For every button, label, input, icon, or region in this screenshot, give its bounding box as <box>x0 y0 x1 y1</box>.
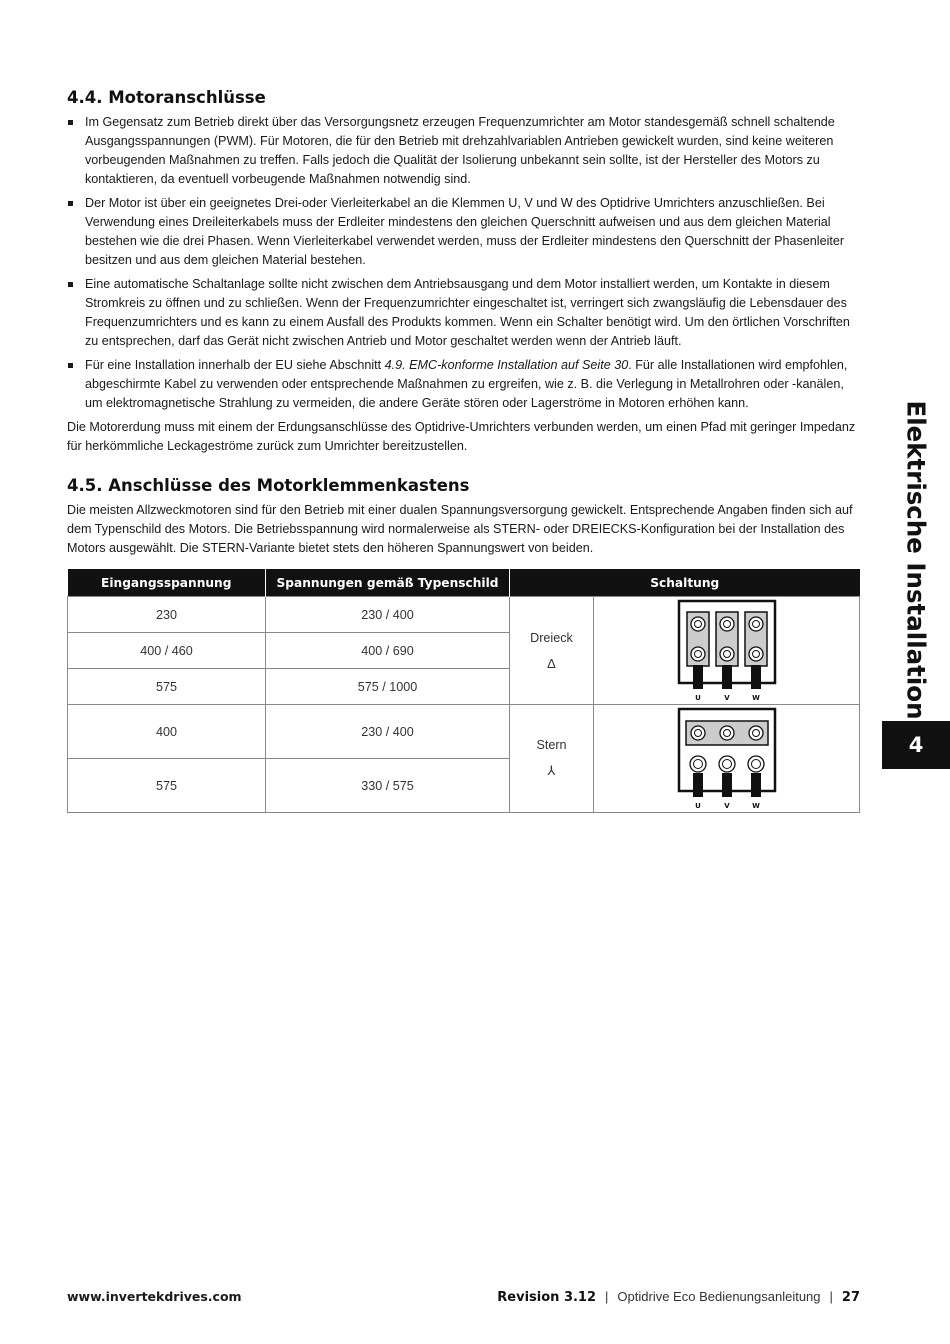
page-footer <box>67 1289 860 1305</box>
terminal-label-v: V <box>723 693 730 702</box>
star-diagram-cell <box>594 705 860 813</box>
terminal-box-intro: Die meisten Allzweckmotoren sind für den Betrieb mit einer dualen Spannungsversorgung gewickelt. Entsprechende Angaben finden sich auf dem Typenschild des Motors. Die Betriebsspannung wird normalerweise als STERN- oder DREIECKS-Konfiguration bei der Installation des Motors ausgewählt. Die STERN-Variante bietet stets den höheren Spannungswert von beiden. <box>67 503 853 555</box>
chapter-side-tab <box>882 400 950 720</box>
section-heading-terminal-box: 4.5. Anschlüsse des Motorklemmenkastens <box>67 476 470 495</box>
bullet-text: Für eine Installation innerhalb der EU siehe Abschnitt <box>85 358 385 372</box>
connection-table <box>67 569 860 813</box>
page-content <box>67 88 860 813</box>
manual-title: Optidrive Eco Bedienungsanleitung <box>617 1289 821 1304</box>
chapter-number-box: 4 <box>882 721 950 769</box>
header-nameplate-voltage: Spannungen gemäß Typenschild <box>266 569 510 597</box>
revision-label: Revision 3.12 <box>497 1290 597 1305</box>
page-number: 27 <box>841 1290 860 1305</box>
nameplate-voltage-cell: 330 / 575 <box>266 759 510 813</box>
grounding-paragraph: Die Motorerdung muss mit einem der Erdungsanschlüsse des Optidrive-Umrichters verbunden werden, um einen Pfad mit geringer Impedanz für herkömmliche Leckageströme zurück zum Umrichter bereitzustellen. <box>67 420 856 453</box>
delta-diagram-cell <box>594 597 860 705</box>
header-circuit: Schaltung <box>510 569 860 597</box>
chapter-title-vertical: Elektrische Installation <box>901 400 931 720</box>
star-symbol: ⅄ <box>547 763 556 778</box>
nameplate-voltage-cell: 230 / 400 <box>266 597 510 633</box>
section-heading-motor-connections: 4.4. Motoranschlüsse <box>67 88 266 107</box>
terminal-label-w: W <box>751 801 760 810</box>
website-link[interactable]: www.invertekdrives.com <box>67 1289 242 1304</box>
input-voltage-cell: 400 <box>68 705 266 759</box>
star-label: Stern <box>536 738 567 752</box>
input-voltage-cell: 400 / 460 <box>68 633 266 669</box>
input-voltage-cell: 575 <box>68 759 266 813</box>
delta-symbol: ∆ <box>547 655 556 671</box>
footer-info <box>497 1289 860 1305</box>
input-voltage-cell: 230 <box>68 597 266 633</box>
bullet-item: Im Gegensatz zum Betrieb direkt über das Versorgungsnetz erzeugen Frequenzumrichter am Motor standesgemäß schnell schaltende Ausgangsspannungen (PWM). Für Motoren, die für den Betrieb mit drehzahlvariablen Antrieben gewickelt wurden, sind keine weiteren vorbeugenden Maßnahmen zu treffen. Falls jedoch die Qualität der Isolierung unbekannt sein sollte, ist der Hersteller des Motors zu kontaktieren, da eventuell vorbeugende Maßnahmen notwendig sind. <box>67 113 860 189</box>
delta-label: Dreieck <box>530 630 573 645</box>
terminal-label-u: U <box>694 693 701 702</box>
footer-separator: | <box>605 1289 609 1304</box>
terminal-label-w: W <box>751 693 760 702</box>
delta-label-cell <box>510 597 594 705</box>
nameplate-voltage-cell: 230 / 400 <box>266 705 510 759</box>
nameplate-voltage-cell: 575 / 1000 <box>266 669 510 705</box>
star-label-cell <box>510 705 594 813</box>
motor-connection-bullets <box>67 113 860 413</box>
bullet-item: Eine automatische Schaltanlage sollte nicht zwischen dem Antriebsausgang und dem Motor installiert werden, um Kontakte in diesem Stromkreis zu öffnen und zu schließen. Wenn der Frequenzumrichter eingeschaltet ist, verringert sich zwangsläufig die Lebensdauer des Frequenzumrichters und es kann zu einem Ausfall des Produkts kommen. Wenn ein Schalter benötigt wird. Um den örtlichen Vorschriften zu entsprechen, darf das Gerät nicht zwischen Antrieb und Motor geschaltet werden wenn der Antrieb läuft. <box>67 275 860 351</box>
terminal-label-u: U <box>694 801 701 810</box>
footer-separator: | <box>829 1289 833 1304</box>
bullet-text: . Für alle Installationen wird empfohlen, abgeschirmte Kabel zu verwenden oder entsprechende Maßnahmen zu ergreifen, wie z. B. die Verlegung in Metallrohren oder -kanälen, um elektromagnetische Strahlung zu vermeiden, die andere Geräte stören oder Lagerströme in Motoren erhöhen kann. <box>85 358 848 410</box>
terminal-label-v: V <box>723 801 730 810</box>
header-input-voltage: Eingangsspannung <box>68 569 266 597</box>
table-row <box>68 705 860 759</box>
table-header-row <box>68 569 860 597</box>
delta-wiring-diagram <box>677 599 777 703</box>
cross-reference-link[interactable]: 4.9. EMC-konforme Installation auf Seite 30 <box>384 358 629 372</box>
star-wiring-diagram <box>677 707 777 811</box>
table-row <box>68 597 860 633</box>
bullet-item: Der Motor ist über ein geeignetes Drei-oder Vierleiterkabel an die Klemmen U, V und W des Optidrive Umrichters anzuschließen. Bei Verwendung eines Dreileiterkabels muss der Erdleiter mindestens den gleichen Querschnitt aufweisen und aus dem gleichen Material bestehen wie die drei Phasen. Wenn Vierleiterkabel verwendet werden, muss der Erdleiter mindestens den Querschnitt der Phasenleiter besitzen und aus dem gleichen Material bestehen. <box>67 194 860 270</box>
input-voltage-cell: 575 <box>68 669 266 705</box>
bullet-item <box>67 356 860 413</box>
nameplate-voltage-cell: 400 / 690 <box>266 633 510 669</box>
